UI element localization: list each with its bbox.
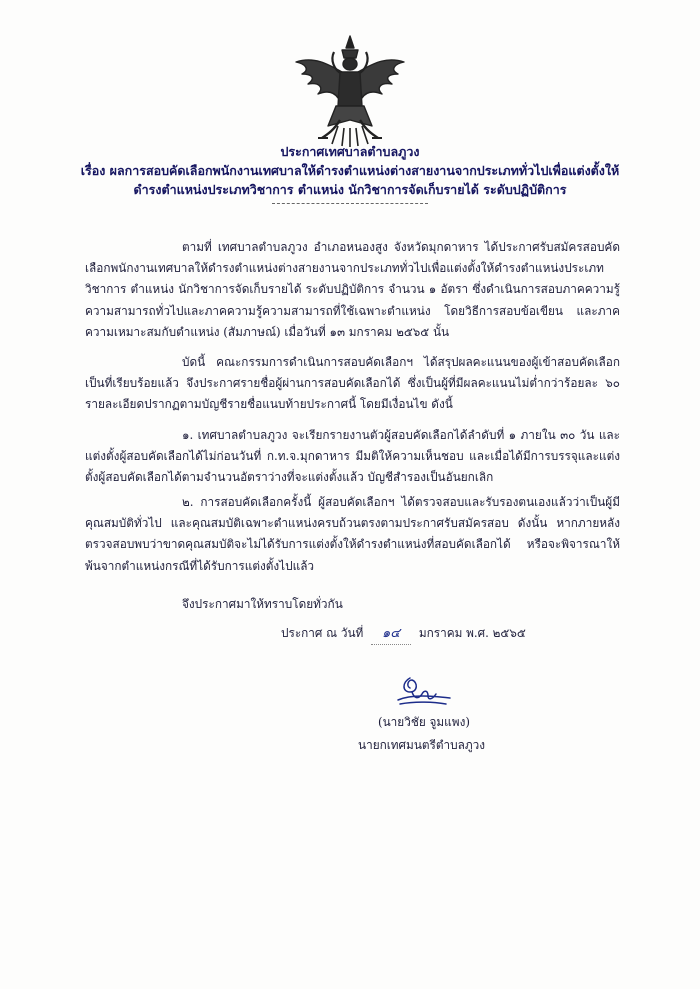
date-label: ประกาศ ณ วันที่ — [281, 626, 364, 640]
title-divider — [272, 203, 428, 204]
date-day-handwritten: ๑๔ — [371, 624, 411, 645]
garuda-emblem-icon — [288, 34, 412, 148]
announcement-title: ประกาศเทศบาลตำบลภูวง — [280, 144, 420, 159]
paragraph-condition-1: ๑. เทศบาลตำบลภูวง จะเรียกรายงานตัวผู้สอบคัดเลือกได้ลำดับที่ ๑ ภายใน ๓๐ วัน และแต่งตั้งผู้สอบคัดเลือกได้ไม่ก่อนวันที่ ก.ท.จ.มุกดาหาร มีมติให้ความเห็นชอบ และเมื่อได้มีการบรรจุและแต่งตั้งผู้สอบคัดเลือกได้ตามจำนวนอัตราว่างที่จะแต่งตั้งแล้ว บัญชีสำรองเป็นอันยกเลิก — [85, 428, 620, 485]
subject-line-1: เรื่อง ผลการสอบคัดเลือกพนักงานเทศบาลให้ดำรงตำแหน่งต่างสายงานจากประเภททั่วไปเพื่อแต่งตั้งให้ — [80, 163, 620, 178]
closing-statement: จึงประกาศมาให้ทราบโดยทั่วกัน — [182, 597, 343, 611]
subject-line-2: ดำรงตำแหน่งประเภทวิชาการ ตำแหน่ง นักวิชาการจัดเก็บรายได้ ระดับปฏิบัติการ — [133, 182, 567, 197]
paragraph-condition-2: ๒. การสอบคัดเลือกครั้งนี้ ผู้สอบคัดเลือกฯ ได้ตรวจสอบและรับรองตนเองแล้วว่าเป็นผู้มีคุณสมบัติทั่วไป และคุณสมบัติเฉพาะตำแหน่งครบถ้วนตรงตามประกาศรับสมัครสอบ ดังนั้น หากภายหลังตรวจสอบพบว่าขาดคุณสมบัติจะไม่ได้รับการแต่งตั้งให้ดำรงตำแหน่งที่สอบคัดเลือกได้ หรือจะพิจารณาให้พ้นจากตำแหน่งกรณีที่ได้รับการแต่งตั้งไปแล้ว — [85, 495, 620, 573]
signer-title: นายกเทศมนตรีตำบลภูวง — [358, 738, 486, 752]
handwritten-signature-icon — [392, 668, 454, 710]
paragraph-results: บัดนี้ คณะกรรมการดำเนินการสอบคัดเลือกฯ ได้สรุปผลคะแนนของผู้เข้าสอบคัดเลือกเป็นที่เรียบร้อยแล้ว จึงประกาศรายชื่อผู้ผ่านการสอบคัดเลือกได้ ซึ่งเป็นผู้ที่มีผลคะแนนไม่ต่ำกว่าร้อยละ ๖๐ รายละเอียดปรากฏตามบัญชีรายชื่อแนบท้ายประกาศนี้ โดยมีเงื่อนไข ดังนี้ — [85, 355, 620, 412]
signer-name: (นายวิชัย จูมแพง) — [378, 715, 470, 729]
date-month-year: มกราคม พ.ศ. ๒๕๖๕ — [418, 626, 526, 640]
paragraph-background: ตามที่ เทศบาลตำบลภูวง อำเภอหนองสูง จังหวัดมุกดาหาร ได้ประกาศรับสมัครสอบคัดเลือกพนักงานเทศบาลให้ดำรงตำแหน่งต่างสายงานจากประเภททั่วไปเพื่อแต่งตั้งให้ดำรงตำแหน่งประเภทวิชาการ ตำแหน่ง นักวิชาการจัดเก็บรายได้ ระดับปฏิบัติการ จำนวน ๑ อัตรา ซึ่งดำเนินการสอบภาคความรู้ความสามารถทั่วไปและภาคความรู้ความสามารถที่ใช้เฉพาะตำแหน่ง โดยวิธีการสอบข้อเขียน และภาคความเหมาะสมกับตำแหน่ง (สัมภาษณ์) เมื่อวันที่ ๑๓ มกราคม ๒๕๖๕ นั้น — [85, 240, 620, 339]
announcement-date — [281, 623, 526, 645]
